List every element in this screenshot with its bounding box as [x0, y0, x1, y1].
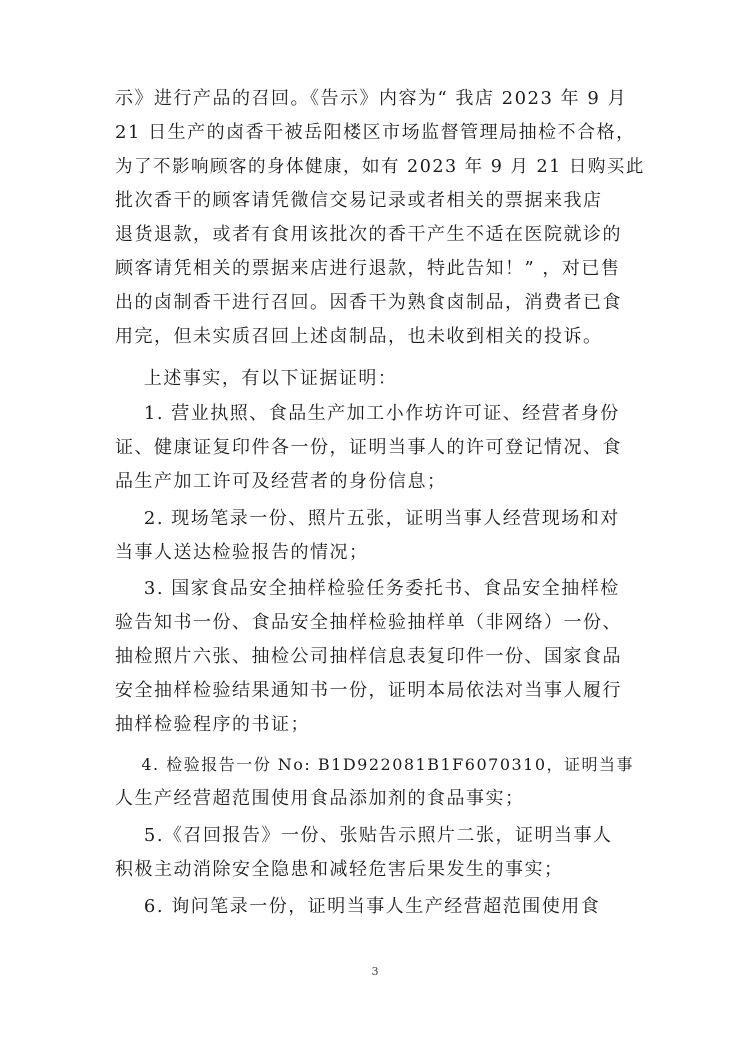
text-line: 品生产加工许可及经营者的身份信息；: [115, 471, 447, 492]
text-line: 21 日生产的卤香干被岳阳楼区市场监督管理局抽检不合格，: [115, 122, 636, 143]
text-line: 退货退款，或者有食用该批次的香干产生不适在医院就诊的: [115, 224, 622, 245]
text-line: 为了不影响顾客的身体健康，如有 2023 年 9 月 21 日购买此: [115, 157, 645, 177]
text-line: 顾客请凭相关的票据来店进行退款，特此告知！” ，对已售: [115, 258, 621, 279]
text-line: 用完，但未实质召回上述卤制品，也未收到相关的投诉。: [115, 326, 603, 347]
text-line: 人生产经营超范围使用食品添加剂的食品事实；: [115, 788, 525, 809]
text-line: 出的卤制香干进行召回。因香干为熟食卤制品，消费者已食: [115, 292, 622, 313]
text-line: 3. 国家食品安全抽样检验任务委托书、食品安全抽样检: [115, 578, 620, 599]
text-line: 2. 现场笔录一份、照片五张，证明当事人经营现场和对: [115, 508, 620, 529]
text-line: 4. 检验报告一份 No: B1D922081B1F6070310，证明当事: [115, 755, 635, 774]
text-line: 抽检照片六张、抽检公司抽样信息表复印件一份、国家食品: [115, 646, 622, 667]
page-number: 3: [371, 965, 379, 978]
text-line: 5.《召回报告》一份、张贴告示照片二张，证明当事人: [115, 825, 613, 846]
text-line: 抽样检验程序的书证；: [115, 714, 310, 735]
text-line: 上述事实，有以下证据证明：: [115, 368, 398, 389]
text-line: 示》进行产品的召回。《告示》内容为“ 我店 2023 年 9 月: [115, 88, 628, 109]
text-line: 1. 营业执照、食品生产加工小作坊许可证、经营者身份: [115, 403, 620, 424]
text-line: 批次香干的顾客请凭微信交易记录或者相关的票据来我店: [115, 190, 603, 211]
text-line: 安全抽样检验结果通知书一份，证明本局依法对当事人履行: [115, 680, 622, 701]
text-line: 积极主动消除安全隐患和减轻危害后果发生的事实；: [115, 859, 564, 880]
text-line: 验告知书一份、食品安全抽样检验抽样单（非网络）一份、: [115, 612, 622, 633]
text-line: 当事人送达检验报告的情况；: [115, 542, 369, 563]
text-line: 6. 询问笔录一份，证明当事人生产经营超范围使用食: [115, 896, 601, 917]
text-line: 证、健康证复印件各一份，证明当事人的许可登记情况、食: [115, 437, 622, 458]
